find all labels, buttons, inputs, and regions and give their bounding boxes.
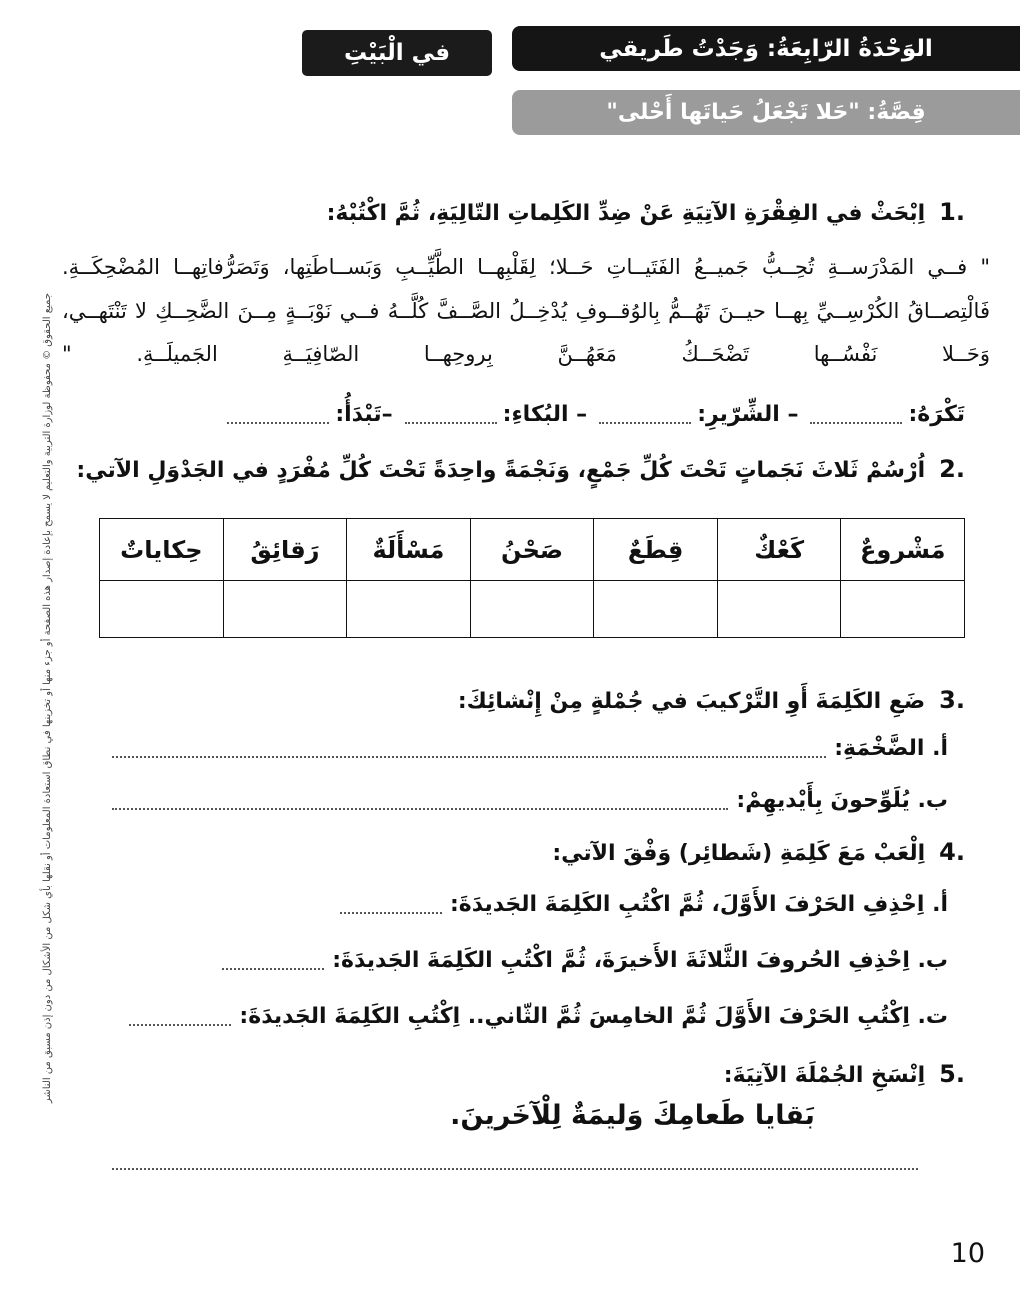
opposite-item bbox=[599, 402, 798, 427]
exercise-4-heading bbox=[552, 838, 965, 866]
exercise-3-heading bbox=[458, 686, 965, 714]
opposite-label: – البُكاءِ: bbox=[502, 402, 588, 427]
exercise-2-prompt: اُرْسُمْ ثَلاثَ نَجَماتٍ تَحْتَ كُلِّ جَمْعٍ، وَنَجْمَةً واحِدَةً تَحْتَ كُلِّ مُفْرَدٍ في الجَدْوَلِ الآتي: bbox=[76, 458, 926, 483]
item-label: ت. اِكْتُبِ الحَرْفَ الأَوَّلَ ثُمَّ الخامِسَ ثُمَّ الثّاني.. اِكْتُبِ الكَلِمَةَ الجَديدَةَ: bbox=[239, 1004, 948, 1029]
answer-blank[interactable] bbox=[405, 406, 497, 424]
item-label: أ. اِحْذِفِ الحَرْفَ الأَوَّلَ، ثُمَّ اكْتُبِ الكَلِمَةَ الجَديدَةَ: bbox=[449, 892, 948, 917]
star-answer-cell[interactable] bbox=[100, 581, 224, 638]
exercise-5-prompt: اِنْسَخِ الجُمْلَةَ الآتِيَةَ: bbox=[723, 1063, 926, 1088]
exercise-2-number: 2. bbox=[939, 455, 965, 483]
exercise-5-number: 5. bbox=[939, 1060, 965, 1088]
item-label: أ. الضَّخْمَةِ: bbox=[834, 736, 948, 761]
exercise-1-heading bbox=[327, 198, 965, 226]
answer-blank[interactable] bbox=[112, 740, 826, 758]
exercise-3-item-a bbox=[112, 736, 948, 761]
star-answer-cell[interactable] bbox=[223, 581, 347, 638]
story-title: قِصَّةُ: "حَلا تَجْعَلُ حَياتَها أَحْلى" bbox=[606, 100, 926, 125]
exercise-1-prompt: اِبْحَثْ في الفِقْرَةِ الآتِيَةِ عَنْ ضِدِّ الكَلِماتِ التّالِيَةِ، ثُمَّ اكْتُبْهُ: bbox=[326, 201, 926, 226]
exercise-1-number: 1. bbox=[939, 198, 965, 226]
story-title-bar bbox=[512, 90, 1020, 135]
exercise-3-prompt: ضَعِ الكَلِمَةَ أَوِ التَّرْكيبَ في جُمْلةٍ مِنْ إِنْشائِكَ: bbox=[457, 689, 926, 714]
table-word: مَشْروعٌ bbox=[841, 519, 965, 581]
exercise-2-heading bbox=[76, 455, 965, 483]
exercise-1-answers-row bbox=[227, 402, 965, 427]
exercise-4-number: 4. bbox=[939, 838, 965, 866]
singular-plural-table bbox=[99, 518, 965, 638]
exercise-3-number: 3. bbox=[939, 686, 965, 714]
table-word: مَسْأَلَةٌ bbox=[347, 519, 471, 581]
page-number: 10 bbox=[950, 1238, 985, 1269]
copyright-vertical-text: جميع الحقوق © محفوظة لوزارة التربية والتعليم لا يسمح بإعادة إصدار هذه الصفحة أو جزء منها أو تخزينها في نطاق استعادة المعلومات أو نقلها بأي شكل من الأشكال من دون إذن مسبق من الناشر bbox=[42, 293, 53, 1104]
answer-blank[interactable] bbox=[810, 406, 902, 424]
copy-sentence: بَقايا طَعامِكَ وَليمَةٌ لِلْآخَرينَ. bbox=[450, 1100, 815, 1131]
star-answer-cell[interactable] bbox=[594, 581, 718, 638]
opposite-item bbox=[227, 402, 392, 427]
answer-blank[interactable] bbox=[129, 1008, 231, 1026]
table-word: رَقائِقُ bbox=[223, 519, 347, 581]
answer-blank[interactable] bbox=[112, 1168, 918, 1170]
unit-title-bar bbox=[512, 26, 1020, 71]
opposite-label: –تَبْدَأُ: bbox=[335, 402, 393, 427]
answer-blank[interactable] bbox=[227, 406, 329, 424]
table-header-row bbox=[100, 519, 965, 581]
answer-blank[interactable] bbox=[340, 896, 442, 914]
location-badge bbox=[302, 30, 492, 76]
table-answer-row bbox=[100, 581, 965, 638]
opposite-label: تَكْرَهُ: bbox=[908, 402, 965, 427]
answer-blank[interactable] bbox=[112, 792, 728, 810]
star-answer-cell[interactable] bbox=[470, 581, 594, 638]
exercise-4-item-b bbox=[222, 948, 948, 973]
location-label: في الْبَيْتِ bbox=[344, 40, 450, 66]
item-label: ب. يُلَوِّحونَ بِأَيْديهِمْ: bbox=[736, 788, 948, 813]
table-word: حِكاياتٌ bbox=[100, 519, 224, 581]
table-word: قِطَعٌ bbox=[594, 519, 718, 581]
exercise-4-item-t bbox=[129, 1004, 948, 1029]
reading-passage: " فــي المَدْرَســةِ تُحِــبُّ جَميــعُ الفَتَيــاتِ حَــلا؛ لِقَلْبِهــا الطَّيِّــبِ وَبَســاطَتِها، وَتَصَرُّفاتِهــا المُضْحِكَــةِ. فَالْتِصــاقُ الكُرْسِــيِّ بِهــا حيــنَ تَهُــمُّ بِالوُقــوفِ يُدْخِــلُ الصَّــفَّ كُلَّــهُ فــي نَوْبَــةٍ مِــنَ الضَّحِــكِ لا تَنْتَهــي، وَحَــلا نَفْسُــها تَضْحَــكُ مَعَهُــنَّ بِروحِهــا الصّافِيَــةِ الجَميلَــةِ. " bbox=[62, 255, 990, 367]
opposite-item bbox=[810, 402, 965, 427]
exercise-4-prompt: اِلْعَبْ مَعَ كَلِمَةِ (شَطائِر) وَفْقَ الآتي: bbox=[552, 841, 926, 866]
exercise-5-heading bbox=[724, 1060, 965, 1088]
opposite-item bbox=[405, 402, 588, 427]
star-answer-cell[interactable] bbox=[347, 581, 471, 638]
star-answer-cell[interactable] bbox=[717, 581, 841, 638]
exercise-4-item-a bbox=[340, 892, 948, 917]
star-answer-cell[interactable] bbox=[841, 581, 965, 638]
table-word: صَحْنُ bbox=[470, 519, 594, 581]
unit-title: الوَحْدَةُ الرّابِعَةُ: وَجَدْتُ طَريقي bbox=[599, 35, 933, 62]
exercise-3-item-b bbox=[112, 788, 948, 813]
opposite-label: – الشِّرّيرِ: bbox=[697, 402, 799, 427]
table-word: كَعْكٌ bbox=[717, 519, 841, 581]
answer-blank[interactable] bbox=[222, 952, 324, 970]
answer-blank[interactable] bbox=[599, 406, 691, 424]
item-label: ب. اِحْذِفِ الحُروفَ الثَّلاثَةَ الأَخيرَةَ، ثُمَّ اكْتُبِ الكَلِمَةَ الجَديدَةَ: bbox=[332, 948, 948, 973]
